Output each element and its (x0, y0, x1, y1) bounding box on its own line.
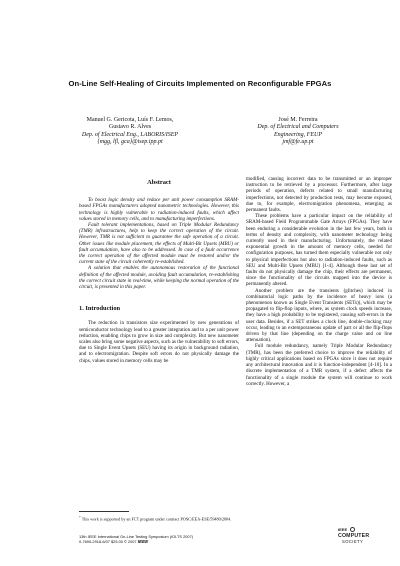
body-paragraph: The reduction in transistors size experimented by new generations of semiconductor technology lead to a greater integration and to a per unit power reduction, enabling chips to grow in size and complexity. But new nanometer scales also bring some negative aspects, such as the vulnerability to soft errors, due to Single Event Upsets (SEU) having its origin in background radiation, and to electromigration. Despite soft errors do not physically damage the chips, values stored in memory cells may be (79, 320, 239, 364)
abstract-paragraph: To boost logic density and reduce per unit power consumption SRAM-based FPGAs manufacturers adopted nanometric technologies. However, this technology is highly vulnerable to radiation-induced faults, which affect values stored in memory cells, and to manufacturing imperfections. (79, 197, 239, 222)
author-names-cont: Gustavo R. Alves (108, 124, 152, 131)
abstract-heading: Abstract (147, 179, 171, 186)
author-block-right (238, 117, 358, 147)
left-column (79, 180, 239, 364)
author-affiliation: Dep. of Electrical and Computers (257, 124, 339, 131)
logo-ieee-text: IEEE (338, 527, 348, 532)
footnote-divider (79, 511, 129, 512)
body-paragraph: Another problem are the transients (glitches) induced in combinatorial logic paths by the incidence of heavy ions (a phenomenon known as Single Event Transients (SETs)), which may be propagated to flip-flop inputs, where, as system clock speeds increase, they have a high probability to be registered, causing soft-errors in the user data. Besides, if a SET strikes a clock line, double-clocking may occur, leading to an extemporaneous update of part or all the flip-flops driven by that line (depending on the charge value and on line attenuation). (246, 287, 392, 344)
logo-line1: COMPUTER (338, 533, 370, 539)
footer-conference: 13th IEEE International On-Line Testing Symposium (IOLTS 2007) (79, 534, 194, 539)
globe-icon (350, 527, 355, 532)
author-email: {mgg, lfl, gca}@isep.ipp.pt (97, 139, 163, 146)
author-affiliation-cont: Engineering, FEUP (274, 131, 322, 138)
footnote-mark: * (79, 515, 81, 519)
introduction-body (79, 320, 239, 363)
body-paragraph: These problems have a particular impact on the reliability of SRAM-based Field Programmable Gate Arrays (FPGAs). They have been enduring a considerable evolution in the last few years, both in terms of density and complexity, with nanometer technology being currently used in their manufacturing. Unfortunately, the related exponential growth in the amount of memory cells, needed for configuration purposes, has turned them especially vulnerable not only to physical imperfections but also to radiation-induced faults, such as SEU and Multi-Bit Upsets (MBU) [1-4]. Although these last set of faults do not physically damage the chip, their effects are permanent, since the functionality of the circuits mapped into the device is permanently altered. (246, 213, 392, 288)
footer-isbn (79, 540, 148, 545)
footer-isbn-text: 0-7695-2918-6/07 $25.00 © 2007 (79, 539, 137, 544)
author-block-left (60, 117, 200, 147)
abstract-body (79, 197, 239, 290)
body-paragraph: modified, causing incorrect data to be transmitted or an improper instruction to be retrieved by a processor. Furthermore, after large periods of operation, defects related to small manufacturing imperfections, not detected by production tests, may become exposed, due to, for example, electromigration phenomena, emerging as permanent faults. (246, 176, 392, 214)
section-heading: 1. Introduction (79, 305, 121, 313)
computer-society-logo (338, 527, 382, 549)
right-column (246, 176, 392, 387)
footnote-text: This work is supported by an FCT program under contract POSC/EEA-ESE/59480/2004. (81, 516, 232, 522)
right-column-body (246, 176, 392, 387)
author-affiliation: Dep. of Electrical Eng., LABORIS/ISEP (81, 131, 179, 138)
paper-title: On-Line Self-Healing of Circuits Implemented on Reconfigurable FPGAs (68, 79, 332, 88)
logo-line2: SOCIETY (342, 539, 364, 544)
body-paragraph: Full module redundancy, namely Triple Modular Redundancy (TMR), has been the preferred choice to improve the reliability of highly critical applications based on FPGAs since it does not require any architectural innovation and it is function-independent [4-10]. In a discrete implementation of a TMR system, if a defect affects the functionality of a single module the system will continue to work correctly. However, a (246, 343, 392, 387)
footer-ieee-mark: IEEE (137, 539, 149, 544)
author-name: José M. Ferreira (278, 117, 318, 123)
abstract-paragraph: Fault tolerant implementations, based on Triple Modular Redundancy (TMR) infrastructures, help to keep the correct operation of the circuit. However, TMR is not sufficient to guarantee the safe operation of a circuit. Other issues like module placement, the effects of Multi-Bit Upsets (MBU) or fault accumulation, have also to be addressed. In case of a fault occurrence the correct operation of the affected module must be restored and/or the current state of the circuit coherently re-established. (79, 222, 239, 266)
author-email: jmf@fe.up.pt (282, 139, 314, 146)
abstract-paragraph: A solution that enables the autonomous restoration of the functional definition of the affected module, avoiding fault accumulation, re-establishing the correct circuit state in real-time, while keeping the normal operation of the circuit, is presented in this paper. (79, 265, 239, 291)
author-names: Manuel G. Gericota, Luís F. Lemos, (86, 117, 174, 123)
footnote (79, 515, 237, 521)
